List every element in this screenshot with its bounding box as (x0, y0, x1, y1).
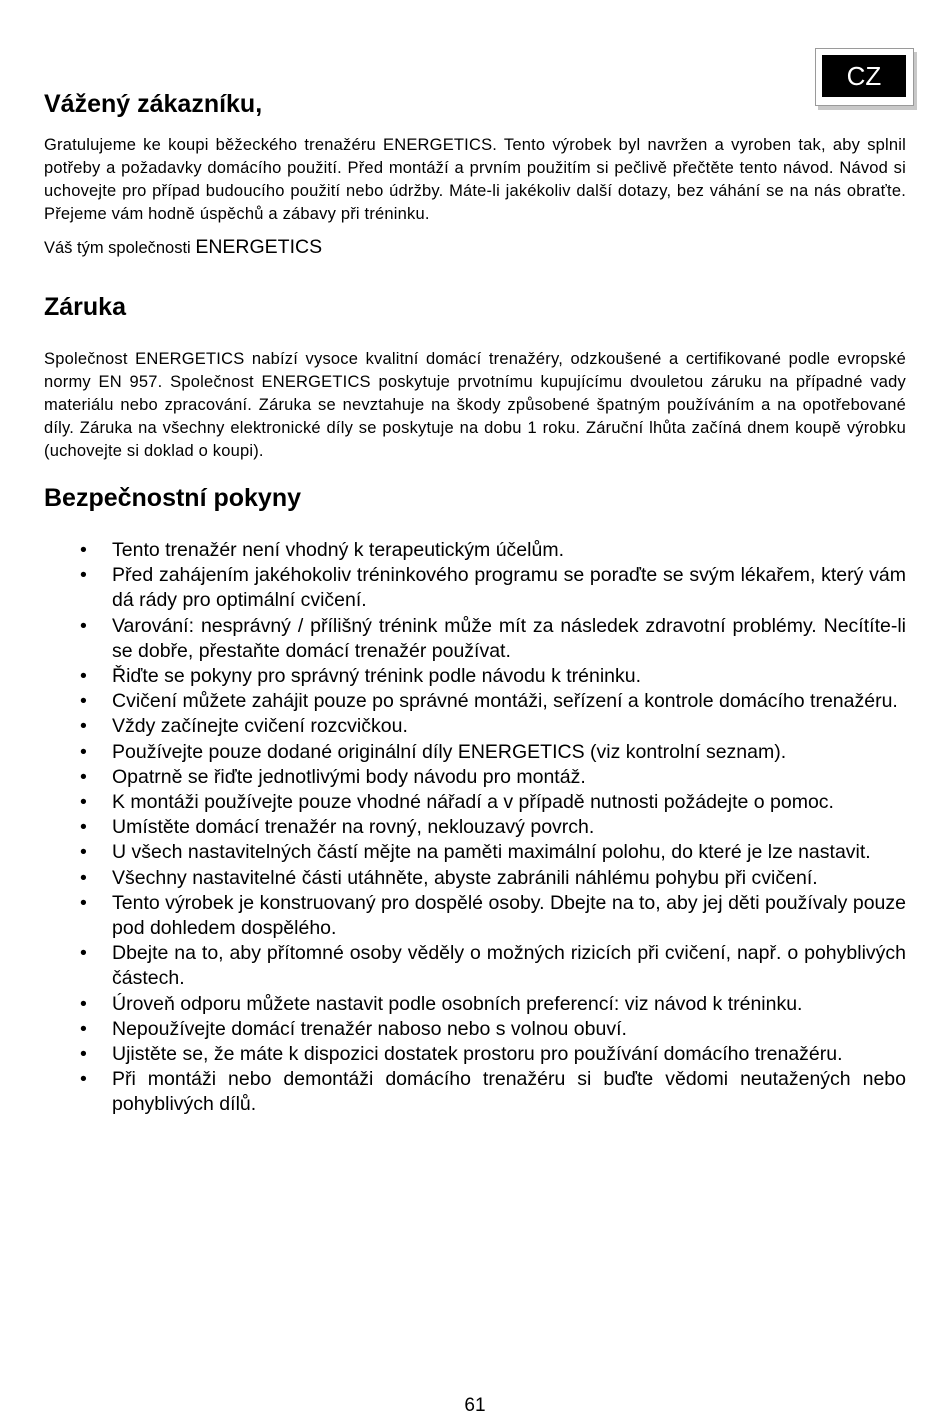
safety-item (44, 614, 906, 664)
safety-item-text: Varování: nesprávný / přílišný trénink může mít za následek zdravotní problémy. Necítíte-li se dobře, přestaňte domácí trenažér používat. (112, 614, 906, 662)
safety-item-text: Tento výrobek je konstruovaný pro dospělé osoby. Dbejte na to, aby jej děti používaly pouze pod dohledem dospělého. (112, 891, 906, 940)
safety-item-text: Umístěte domácí trenažér na rovný, neklouzavý povrch. (112, 816, 595, 839)
safety-item-text: Tento trenažér není vhodný k terapeutickým účelům. (112, 539, 564, 561)
safety-item (44, 992, 906, 1017)
bullet-icon: • (80, 715, 87, 738)
language-badge-frame (815, 48, 914, 106)
bullet-icon: • (80, 866, 87, 889)
bullet-icon: • (80, 1043, 87, 1066)
safety-item-text: U všech nastavitelných částí mějte na paměti maximální polohu, do které je lze nastavit. (112, 841, 871, 864)
page-number: 61 (464, 1395, 486, 1416)
bullet-icon: • (80, 740, 87, 763)
safety-item (44, 1067, 906, 1117)
safety-item (44, 790, 906, 815)
safety-item (44, 538, 906, 563)
bullet-icon: • (80, 564, 87, 587)
bullet-icon: • (80, 1017, 87, 1040)
bullet-icon: • (80, 539, 87, 561)
safety-item (44, 840, 906, 865)
safety-item-text: Opatrně se řiďte jednotlivými body návodu pro montáž. (112, 765, 586, 788)
safety-item-text: Cvičení můžete zahájit pouze po správné montáži, seřízení a kontrole domácího trenažéru. (112, 690, 898, 713)
safety-item (44, 765, 906, 790)
bullet-icon: • (80, 816, 87, 839)
bullet-icon: • (80, 1068, 87, 1091)
signature-brand: ENERGETICS (195, 236, 323, 258)
safety-item-text: Dbejte na to, aby přítomné osoby věděly o možných rizicích při cvičení, např. o pohyblivých částech. (112, 942, 906, 990)
safety-item-text: Před zahájením jakéhokoliv tréninkového programu se poraďte se svým lékařem, který vám dá rády pro optimální cvičení. (112, 564, 906, 612)
signature (44, 236, 322, 259)
safety-item (44, 866, 906, 891)
safety-item-text: Vždy začínejte cvičení rozcvičkou. (112, 715, 408, 738)
signature-prefix: Váš tým společnosti (44, 239, 196, 257)
bullet-icon: • (80, 765, 87, 788)
safety-item-text: Úroveň odporu můžete nastavit podle osobních preferencí: viz návod k tréninku. (112, 992, 803, 1015)
warranty-paragraph: Společnost ENERGETICS nabízí vysoce kvalitní domácí trenažéry, odzkoušené a certifikované podle evropské normy EN 957. Společnost ENERGETICS poskytuje prvotnímu kupujícímu dvouletou záruku na případné vady materiálu nebo zpracování. Záruka se nevztahuje na škody způsobené špatným používáním a na opotřebované díly. Záruka na všechny elektronické díly se poskytuje na dobu 1 roku. Záruční lhůta začíná dnem koupě výrobku (uchovejte si doklad o koupi). (44, 350, 906, 460)
safety-item (44, 1042, 906, 1067)
greeting-paragraph: Gratulujeme ke koupi běžeckého trenažéru ENERGETICS. Tento výrobek byl navržen a vyroben tak, aby splnil potřeby a požadavky domácího použití. Před montáží a prvním použitím si pečlivě přečtěte tento návod. Návod si uchovejte pro případ budoucího použití nebo údržby. Máte-li jakékoliv další dotazy, bez váhání se na nás obraťte. Přejeme vám hodně úspěchů a zábavy při tréninku. (44, 136, 906, 223)
safety-item-text: Nepoužívejte domácí trenažér naboso nebo s volnou obuví. (112, 1017, 627, 1040)
safety-item (44, 740, 906, 765)
safety-heading: Bezpečnostní pokyny (44, 484, 301, 512)
bullet-icon: • (80, 891, 87, 914)
bullet-icon: • (80, 841, 87, 864)
safety-item (44, 563, 906, 613)
safety-item-text: Ujistěte se, že máte k dispozici dostatek prostoru pro používání domácího trenažéru. (112, 1043, 843, 1066)
bullet-icon: • (80, 614, 87, 637)
safety-item-text: K montáži používejte pouze vhodné nářadí a v případě nutnosti požádejte o pomoc. (112, 791, 834, 814)
bullet-icon: • (80, 942, 87, 965)
safety-item-text: Všechny nastavitelné části utáhněte, abyste zabránili náhlému pohybu při cvičení. (112, 866, 818, 889)
safety-item (44, 689, 906, 714)
safety-list (44, 538, 906, 1118)
bullet-icon: • (80, 665, 87, 688)
safety-item-text: Řiďte se pokyny pro správný trénink podle návodu k tréninku. (112, 665, 642, 688)
safety-item (44, 815, 906, 840)
bullet-icon: • (80, 791, 87, 814)
language-badge: CZ (822, 55, 906, 97)
bullet-icon: • (80, 690, 87, 713)
safety-item (44, 1017, 906, 1042)
safety-item (44, 891, 906, 941)
safety-item-text: Používejte pouze dodané originální díly ENERGETICS (viz kontrolní seznam). (112, 740, 787, 763)
warranty-heading: Záruka (44, 293, 126, 321)
safety-item-text: Při montáži nebo demontáži domácího trenažéru si buďte vědomi neutažených nebo pohyblivých dílů. (112, 1068, 906, 1116)
greeting-heading: Vážený zákazníku, (44, 90, 263, 118)
bullet-icon: • (80, 992, 87, 1015)
safety-item (44, 941, 906, 991)
safety-item (44, 664, 906, 689)
safety-item (44, 714, 906, 739)
